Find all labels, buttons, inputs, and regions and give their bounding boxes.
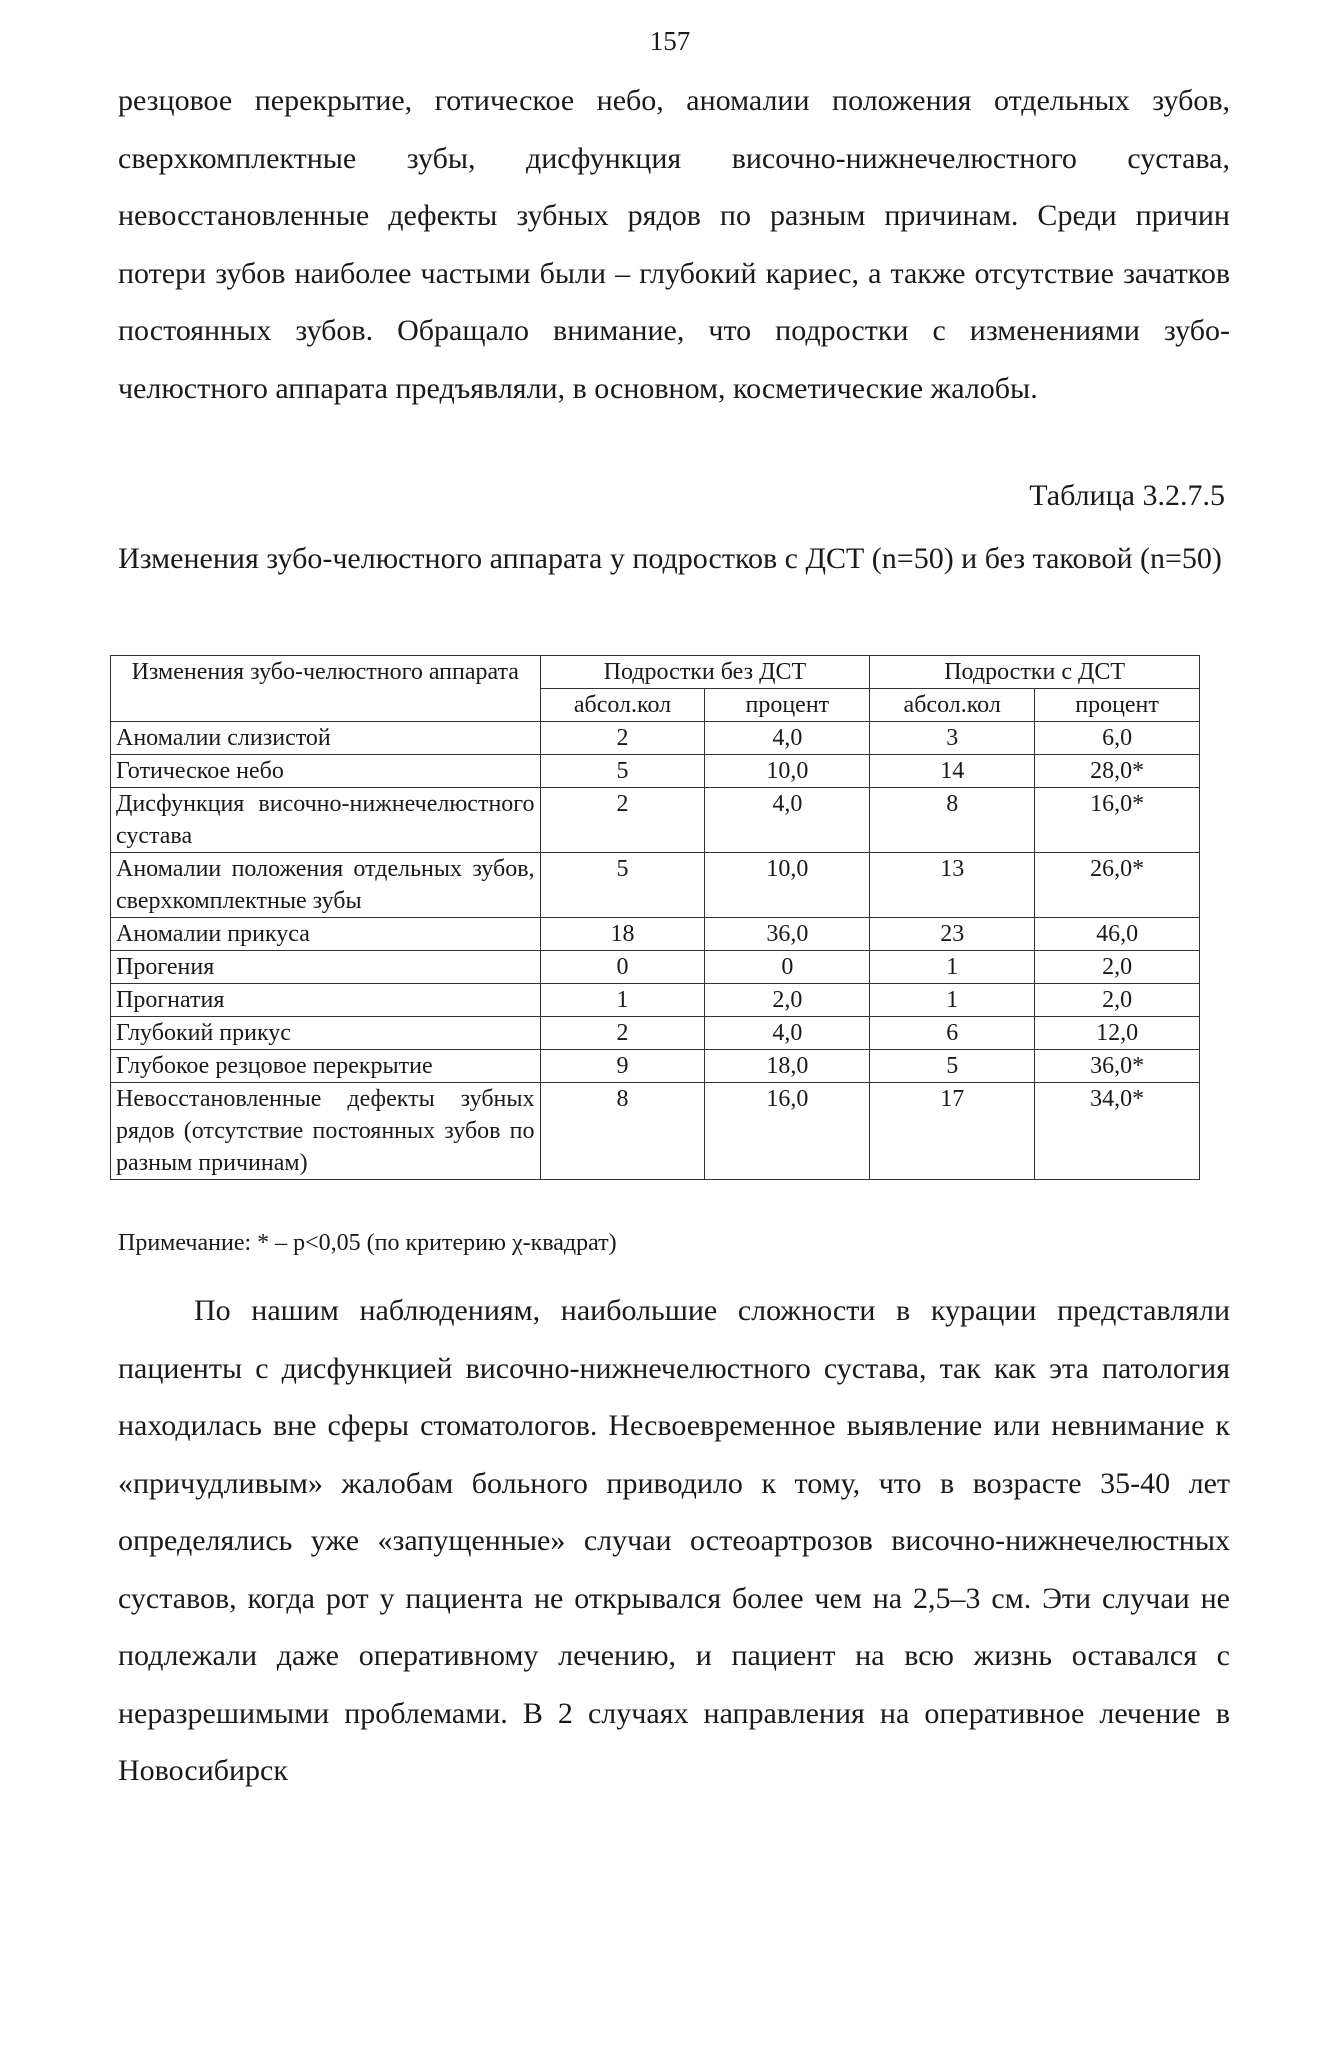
row-name-cell: Глубокий прикус — [111, 1017, 541, 1050]
pct-without-dst-cell: 4,0 — [705, 788, 870, 853]
table-row — [111, 951, 1200, 984]
table-row — [111, 1083, 1200, 1180]
row-name-cell: Аномалии прикуса — [111, 918, 541, 951]
row-name-cell: Аномалии положения отдельных зубов, сверхкомплектные зубы — [111, 853, 541, 918]
abs-without-dst-cell: 9 — [540, 1050, 705, 1083]
pct-with-dst-cell: 16,0* — [1035, 788, 1200, 853]
data-table — [110, 655, 1200, 1180]
table-row — [111, 722, 1200, 755]
row-name-cell: Аномалии слизистой — [111, 722, 541, 755]
pct-without-dst-cell: 10,0 — [705, 853, 870, 918]
header-pct-1: процент — [705, 689, 870, 722]
row-name-cell: Прогнатия — [111, 984, 541, 1017]
header-abs-2: абсол.кол — [870, 689, 1035, 722]
abs-with-dst-cell: 13 — [870, 853, 1035, 918]
table-body — [111, 722, 1200, 1180]
pct-without-dst-cell: 2,0 — [705, 984, 870, 1017]
row-name-cell: Дисфункция височно-нижнечелюстного сустава — [111, 788, 541, 853]
row-name-cell: Невосстановленные дефекты зубных рядов (отсутствие постоянных зубов по разным причинам) — [111, 1083, 541, 1180]
abs-without-dst-cell: 2 — [540, 722, 705, 755]
pct-without-dst-cell: 18,0 — [705, 1050, 870, 1083]
pct-with-dst-cell: 28,0* — [1035, 755, 1200, 788]
abs-with-dst-cell: 8 — [870, 788, 1035, 853]
pct-with-dst-cell: 34,0* — [1035, 1083, 1200, 1180]
row-name-cell: Готическое небо — [111, 755, 541, 788]
abs-without-dst-cell: 5 — [540, 853, 705, 918]
abs-with-dst-cell: 3 — [870, 722, 1035, 755]
abs-without-dst-cell: 5 — [540, 755, 705, 788]
page-number: 157 — [649, 26, 691, 56]
pct-without-dst-cell: 4,0 — [705, 1017, 870, 1050]
abs-with-dst-cell: 14 — [870, 755, 1035, 788]
abs-with-dst-cell: 1 — [870, 984, 1035, 1017]
pct-without-dst-cell: 10,0 — [705, 755, 870, 788]
abs-with-dst-cell: 5 — [870, 1050, 1035, 1083]
abs-with-dst-cell: 23 — [870, 918, 1035, 951]
table-header-row-1 — [111, 656, 1200, 689]
abs-without-dst-cell: 0 — [540, 951, 705, 984]
table-row — [111, 1017, 1200, 1050]
table-row — [111, 918, 1200, 951]
header-abs-1: абсол.кол — [540, 689, 705, 722]
paragraph-main: По нашим наблюдениям, наибольшие сложности в курации представляли пациенты с дисфункцией височно-нижнечелюстного сустава, так как эта патология находилась вне сферы стоматологов. Несвоевременное выявление или невнимание к «причудливым» жалобам больного приводило к тому, что в возрасте 35-40 лет определялись уже «запущенные» случаи остеоартрозов височно-нижнечелюстных суставов, когда рот у пациента не открывался более чем на 2,5–3 см. Эти случаи не подлежали даже оперативному лечению, и пациент на всю жизнь оставался с неразрешимыми проблемами. В 2 случаях направления на оперативное лечение в Новосибирск — [118, 1294, 1230, 1787]
pct-with-dst-cell: 2,0 — [1035, 984, 1200, 1017]
pct-with-dst-cell: 46,0 — [1035, 918, 1200, 951]
pct-without-dst-cell: 16,0 — [705, 1083, 870, 1180]
table-row — [111, 984, 1200, 1017]
pct-without-dst-cell: 0 — [705, 951, 870, 984]
pct-without-dst-cell: 36,0 — [705, 918, 870, 951]
header-first-col: Изменения зубо-челюстного аппарата — [111, 656, 541, 722]
row-name-cell: Глубокое резцовое перекрытие — [111, 1050, 541, 1083]
abs-without-dst-cell: 1 — [540, 984, 705, 1017]
header-group-without-dst: Подростки без ДСТ — [540, 656, 870, 689]
abs-without-dst-cell: 18 — [540, 918, 705, 951]
abs-without-dst-cell: 8 — [540, 1083, 705, 1180]
table-label: Таблица 3.2.7.5 — [1029, 479, 1225, 512]
abs-with-dst-cell: 17 — [870, 1083, 1035, 1180]
abs-with-dst-cell: 6 — [870, 1017, 1035, 1050]
pct-with-dst-cell: 36,0* — [1035, 1050, 1200, 1083]
row-name-cell: Прогения — [111, 951, 541, 984]
pct-without-dst-cell: 4,0 — [705, 722, 870, 755]
header-group-with-dst: Подростки с ДСТ — [870, 656, 1200, 689]
table-row — [111, 755, 1200, 788]
pct-with-dst-cell: 2,0 — [1035, 951, 1200, 984]
abs-with-dst-cell: 1 — [870, 951, 1035, 984]
abs-without-dst-cell: 2 — [540, 1017, 705, 1050]
table-note: Примечание: * – p<0,05 (по критерию χ-квадрат) — [118, 1230, 617, 1256]
abs-without-dst-cell: 2 — [540, 788, 705, 853]
paragraph-intro: резцовое перекрытие, готическое небо, аномалии положения отдельных зубов, сверхкомплектные зубы, дисфункция височно-нижнечелюстного сустава, невосстановленные дефекты зубных рядов по разным причинам. Среди причин потери зубов наиболее частыми были – глубокий кариес, а также отсутствие зачатков постоянных зубов. Обращало внимание, что подростки с изменениями зубо-челюстного аппарата предъявляли, в основном, косметические жалобы. — [118, 84, 1230, 405]
table-row — [111, 788, 1200, 853]
pct-with-dst-cell: 26,0* — [1035, 853, 1200, 918]
table-caption: Изменения зубо-челюстного аппарата у подростков с ДСТ (n=50) и без таковой (n=50) — [118, 542, 1222, 575]
pct-with-dst-cell: 12,0 — [1035, 1017, 1200, 1050]
header-pct-2: процент — [1035, 689, 1200, 722]
pct-with-dst-cell: 6,0 — [1035, 722, 1200, 755]
table-row — [111, 853, 1200, 918]
table-row — [111, 1050, 1200, 1083]
